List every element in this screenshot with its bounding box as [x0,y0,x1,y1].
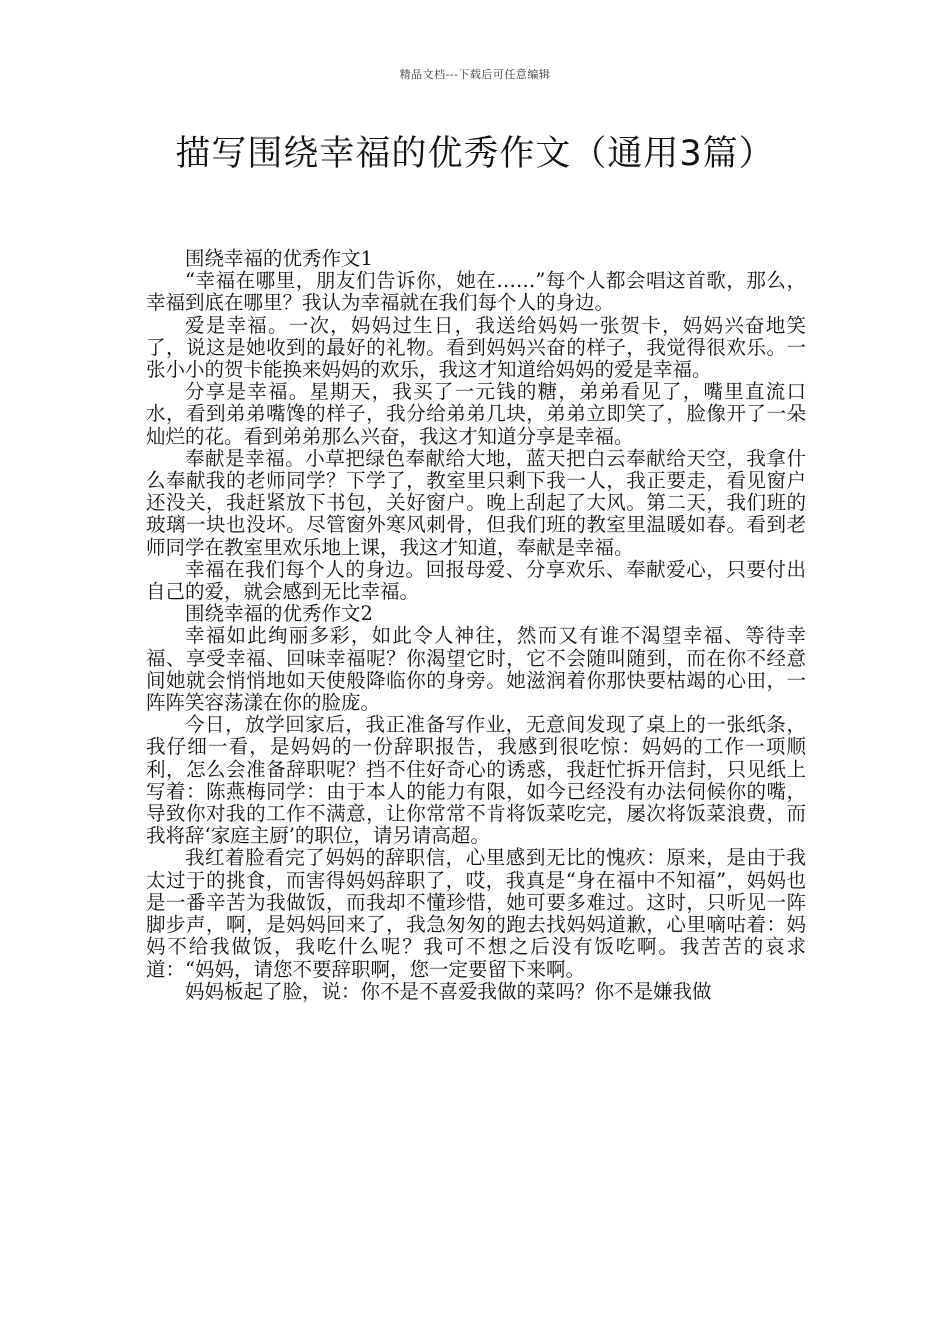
section-heading-1: 围绕幸福的优秀作文1 [185,247,373,270]
paragraph: “幸福在哪里，朋友们告诉你，她在……”每个人都会唱这首歌，那么，幸福到底在哪里？我认为幸福就在我们每个人的身边。 [146,269,806,315]
document-body [146,248,806,1003]
paragraph: 奉献是幸福。小草把绿色奉献给大地，蓝天把白云奉献给天空，我拿什么奉献我的老师同学？下学了，教室里只剩下我一人，我正要走，看见窗户还没关，我赶紧放下书包，关好窗户。晚上刮起了大风。第二天，我们班的玻璃一块也没坏。尽管窗外寒风刺骨，但我们班的教室里温暖如春。看到老师同学在教室里欢乐地上课，我这才知道，奉献是幸福。 [146,446,806,559]
paragraph: 幸福如此绚丽多彩，如此令人神往，然而又有谁不渴望幸福、等待幸福、享受幸福、回味幸福呢？你渴望它时，它不会随叫随到，而在你不经意间她就会悄悄地如天使般降临你的身旁。她滋润着你那快要枯竭的心田，一阵阵笑容荡漾在你的脸庞。 [146,624,806,715]
section-heading-2: 围绕幸福的优秀作文2 [185,602,373,626]
paragraph: 妈妈板起了脸，说：你不是不喜爱我做的菜吗？你不是嫌我做 [185,979,712,1003]
paragraph: 分享是幸福。星期天，我买了一元钱的糖，弟弟看见了，嘴里直流口水，看到弟弟嘴馋的样子，我分给弟弟几块，弟弟立即笑了，脸像开了一朵灿烂的花。看到弟弟那么兴奋，我这才知道分享是幸福。 [146,380,806,448]
paragraph: 我红着脸看完了妈妈的辞职信，心里感到无比的愧疚：原来，是由于我太过于的挑食，而害得妈妈辞职了，哎，我真是“身在福中不知福”，妈妈也是一番辛苦为我做饭，而我却不懂珍惜，她可要多难过。这时，只听见一阵脚步声，啊，是妈妈回来了，我急匆匆的跑去找妈妈道歉，心里嘀咕着：妈妈不给我做饭，我吃什么呢？我可不想之后没有饭吃啊。我苦苦的哀求道：“妈妈，请您不要辞职啊，您一定要留下来啊。 [146,846,806,981]
header-note: 精品文档---下载后可任意编辑 [399,68,551,81]
document-title: 描写围绕幸福的优秀作文（通用3篇） [175,134,775,174]
paragraph: 幸福在我们每个人的身边。回报母爱、分享欢乐、奉献爱心，只要付出自己的爱，就会感到无比幸福。 [146,557,806,604]
paragraph: 今日，放学回家后，我正准备写作业，无意间发现了桌上的一张纸条，我仔细一看，是妈妈的一份辞职报告，我感到很吃惊：妈妈的工作一项顺利，怎么会准备辞职呢？挡不住好奇心的诱惑，我赶忙拆开信封，只见纸上写着：陈燕梅同学：由于本人的能力有限，如今已经没有办法伺候你的嘴，导致你对我的工作不满意，让你常常不肯将饭菜吃完，屡次将饭菜浪费，而我将辞‘家庭主厨’的职位，请另请高超。 [146,713,806,848]
paragraph: 爱是幸福。一次，妈妈过生日，我送给妈妈一张贺卡，妈妈兴奋地笑了，说这是她收到的最好的礼物。看到妈妈兴奋的样子，我觉得很欢乐。一张小小的贺卡能换来妈妈的欢乐，我这才知道给妈妈的爱是幸福。 [146,313,806,382]
